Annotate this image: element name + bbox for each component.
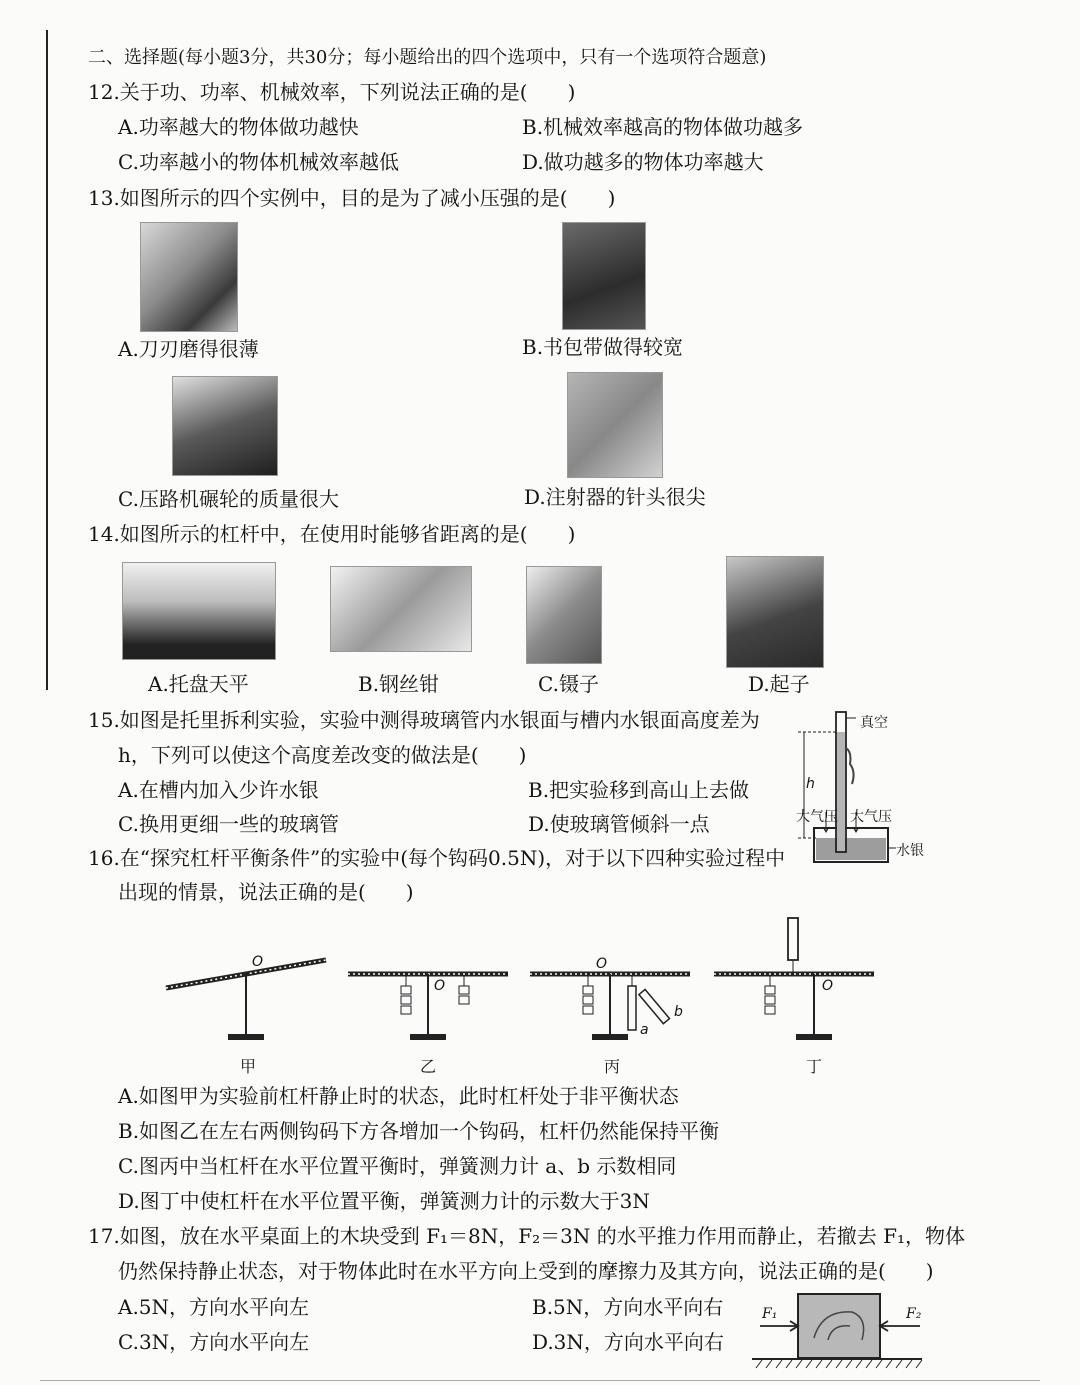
q15-option-b: B.把实验移到高山上去做 [528, 778, 750, 802]
q15-line2: h，下列可以使这个高度差改变的做法是( ) [118, 743, 527, 767]
q15-line1: 15.如图是托里拆利实验，实验中测得玻璃管内水银面与槽内水银面高度差为 [88, 708, 760, 732]
q13-option-b: B.书包带做得较宽 [522, 335, 684, 359]
q12-option-d: D.做功越多的物体功率越大 [522, 150, 764, 174]
q13-option-d: D.注射器的针头很尖 [524, 485, 706, 509]
q15-label-atm-right: 大气压 [850, 809, 892, 825]
q16-option-a: A.如图甲为实验前杠杆静止时的状态，此时杠杆处于非平衡状态 [118, 1084, 679, 1108]
balance-photo [122, 562, 276, 660]
knife-photo [140, 222, 238, 332]
q17-line1: 17.如图，放在水平桌面上的木块受到 F₁＝8N，F₂＝3N 的水平推力作用而静止，若撤去 F₁，物体 [88, 1224, 966, 1248]
q13-option-c: C.压路机碾轮的质量很大 [118, 487, 339, 511]
q13-stem: 13.如图所示的四个实例中，目的是为了减小压强的是( ) [88, 186, 616, 210]
lever-bing [530, 974, 690, 1040]
lever-figures [158, 912, 888, 1062]
q16-pivot-jia: O [252, 954, 264, 970]
q14-option-a: A.托盘天平 [148, 672, 249, 696]
bottle-opener-photo [726, 556, 824, 668]
section-header: 二、选择题(每小题3分，共30分；每小题给出的四个选项中，只有一个选项符合题意) [88, 47, 767, 68]
block-figure [752, 1290, 932, 1370]
q15-label-h: h [806, 776, 815, 792]
q17-option-b: B.5N，方向水平向右 [532, 1295, 724, 1319]
q16-fig-label-yi: 乙 [420, 1057, 437, 1076]
q17-option-a: A.5N，方向水平向左 [118, 1295, 310, 1319]
q12-option-a: A.功率越大的物体做功越快 [118, 115, 359, 139]
q13-option-a: A.刀刃磨得很薄 [118, 337, 259, 361]
q17-label-f2: F₂ [906, 1306, 922, 1322]
q17-line2: 仍然保持静止状态，对于物体此时在水平方向上受到的摩擦力及其方向，说法正确的是( ) [118, 1259, 934, 1283]
q12-option-c: C.功率越小的物体机械效率越低 [118, 150, 399, 174]
q16-pivot-bing: O [596, 956, 608, 972]
q17-label-f1: F₁ [762, 1306, 778, 1322]
lever-jia [166, 960, 326, 1040]
q14-option-b: B.钢丝钳 [358, 672, 440, 696]
q16-option-c: C.图丙中当杠杆在水平位置平衡时，弹簧测力计 a、b 示数相同 [118, 1154, 677, 1178]
q16-option-b: B.如图乙在左右两侧钩码下方各增加一个钩码，杠杆仍然能保持平衡 [118, 1119, 720, 1143]
q12-stem: 12.关于功、功率、机械效率，下列说法正确的是( ) [88, 80, 576, 104]
q12-option-b: B.机械效率越高的物体做功越多 [522, 115, 804, 139]
q16-line1: 16.在“探究杠杆平衡条件”的实验中(每个钩码0.5N)，对于以下四种实验过程中 [88, 846, 786, 870]
q16-label-b: b [674, 1004, 683, 1020]
q15-option-c: C.换用更细一些的玻璃管 [118, 812, 339, 836]
q16-pivot-ding: O [822, 978, 834, 994]
q16-fig-label-ding: 丁 [806, 1057, 823, 1076]
q17-option-c: C.3N，方向水平向左 [118, 1330, 310, 1354]
syringe-photo [567, 372, 663, 478]
q16-fig-label-jia: 甲 [240, 1057, 257, 1076]
q16-option-d: D.图丁中使杠杆在水平位置平衡，弹簧测力计的示数大于3N [118, 1189, 650, 1213]
margin-line [46, 30, 48, 690]
q15-label-atm-left: 大气压 [796, 809, 838, 825]
q14-option-c: C.镊子 [538, 672, 599, 696]
lever-yi [348, 974, 508, 1040]
road-roller-photo [172, 376, 278, 476]
backpack-photo [562, 222, 646, 330]
q14-option-d: D.起子 [748, 672, 810, 696]
lever-ding [714, 918, 874, 1040]
q14-stem: 14.如图所示的杠杆中，在使用时能够省距离的是( ) [88, 522, 576, 546]
pliers-photo [330, 566, 472, 652]
tweezers-photo [526, 566, 602, 664]
q16-line2: 出现的情景，说法正确的是( ) [118, 880, 414, 904]
q15-option-d: D.使玻璃管倾斜一点 [528, 812, 710, 836]
q16-pivot-yi: O [434, 978, 446, 994]
q15-label-vacuum: 真空 [860, 715, 888, 731]
q15-option-a: A.在槽内加入少许水银 [118, 778, 319, 802]
q16-fig-label-bing: 丙 [604, 1057, 621, 1076]
q16-label-a: a [640, 1022, 649, 1038]
page-bottom-edge [40, 1380, 1040, 1381]
q17-option-d: D.3N，方向水平向右 [532, 1330, 724, 1354]
q15-label-mercury: 水银 [896, 843, 924, 859]
